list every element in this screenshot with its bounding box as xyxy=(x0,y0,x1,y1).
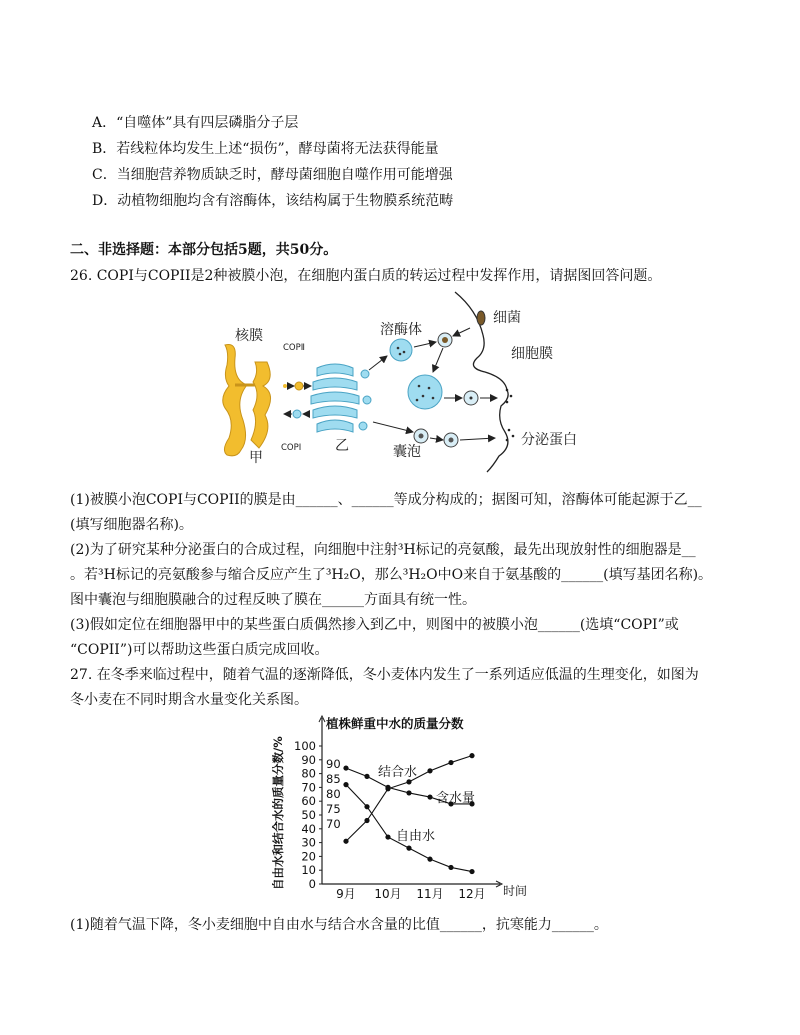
y-tick-label: 80 xyxy=(301,766,316,781)
data-point xyxy=(427,794,432,799)
data-point xyxy=(385,834,390,839)
y-inner-tick-label: 85 xyxy=(326,772,341,786)
option-b: B．若线粒体均发生上述“损伤”，酵母菌将无法获得能量 xyxy=(92,141,439,157)
data-point xyxy=(469,869,474,874)
q27-intro-line2: 冬小麦在不同时期含水量变化关系图。 xyxy=(70,692,308,708)
label-copii: COPⅡ xyxy=(283,343,305,353)
label-copi: COPⅠ xyxy=(281,443,302,453)
data-point xyxy=(343,765,348,770)
data-point xyxy=(448,865,453,870)
series-label: 结合水 xyxy=(378,765,418,780)
y-tick-label: 0 xyxy=(308,877,316,891)
chart-title: 植株鲜重中水的质量分数 xyxy=(326,716,464,731)
data-point xyxy=(406,790,411,795)
x-tick-label: 12月 xyxy=(458,887,486,901)
label-secreted-protein: 分泌蛋白 xyxy=(521,432,577,448)
x-tick-label: 10月 xyxy=(374,887,402,901)
y-inner-tick-label: 75 xyxy=(326,802,341,816)
data-point xyxy=(427,857,432,862)
section-title: 二、非选择题：本部分包括5题，共50分。 xyxy=(70,242,338,258)
y-tick-label: 20 xyxy=(301,849,316,864)
label-jia: 甲 xyxy=(249,450,263,466)
option-d: D．动植物细胞均含有溶酶体，该结构属于生物膜系统范畴 xyxy=(92,193,454,209)
data-point xyxy=(448,760,453,765)
data-point xyxy=(385,785,390,790)
y-inner-tick-label: 90 xyxy=(326,757,341,771)
series-label: 自由水 xyxy=(396,829,436,844)
option-c: C．当细胞营养物质缺乏时，酵母菌细胞自噬作用可能增强 xyxy=(92,167,453,183)
y-tick-label: 100 xyxy=(294,739,316,753)
data-point xyxy=(406,779,411,784)
y-tick-label: 50 xyxy=(301,808,316,822)
label-cell-membrane: 细胞膜 xyxy=(511,346,553,362)
data-point xyxy=(343,839,348,844)
x-tick-label: 11月 xyxy=(416,887,444,901)
data-point xyxy=(427,768,432,773)
q26-sub3-line2: “COPII”)可以帮助这些蛋白质完成回收。 xyxy=(70,642,329,658)
x-tick-label: 9月 xyxy=(336,887,356,901)
chart-ylabel: 自由水和结合水的质量分数/% xyxy=(271,736,285,890)
q26-sub1-line2: (填写细胞器名称)。 xyxy=(70,517,193,533)
y-tick-label: 40 xyxy=(301,821,316,836)
label-vesicle: 囊泡 xyxy=(393,444,421,460)
label-lysosome: 溶酶体 xyxy=(380,322,422,338)
data-point xyxy=(364,818,369,823)
y-tick-label: 90 xyxy=(301,752,316,767)
water-content-chart xyxy=(260,712,550,902)
y-tick-label: 70 xyxy=(301,780,316,795)
cell-transport-diagram xyxy=(215,290,595,475)
q26-sub3-line1: (3)假如定位在细胞器甲中的某些蛋白质偶然掺入到乙中，则图中的被膜小泡______(选填“COPI”或 xyxy=(70,617,679,633)
y-inner-tick-label: 70 xyxy=(326,817,341,831)
data-point xyxy=(406,846,411,851)
data-point xyxy=(364,774,369,779)
option-a: A．“自噬体”具有四层磷脂分子层 xyxy=(92,115,299,131)
er-structure xyxy=(223,345,271,456)
q26-sub2-line2: 。若³H标记的亮氨酸参与缩合反应产生了³H₂O，那么³H₂O中O来自于氨基酸的______(填写基团名称)。 xyxy=(70,567,713,583)
q26-sub2-line3: 图中囊泡与细胞膜融合的过程反映了膜在______方面具有统一性。 xyxy=(70,592,476,608)
golgi-structure xyxy=(311,364,371,432)
y-inner-tick-label: 80 xyxy=(326,787,341,801)
q26-intro: 26. COPI与COPII是2种被膜小泡，在细胞内蛋白质的转运过程中发挥作用，请据图回答问题。 xyxy=(70,268,662,284)
label-yi: 乙 xyxy=(335,438,349,454)
series-label: 含水量 xyxy=(436,791,476,806)
q26-sub2-line1: (2)为了研究某种分泌蛋白的合成过程，向细胞中注射³H标记的亮氨酸，最先出现放射性的细胞器是__ xyxy=(70,542,696,558)
label-bacteria: 细菌 xyxy=(493,310,521,326)
chart-xlabel: 时间 xyxy=(503,884,528,898)
q27-sub1: (1)随着气温下降，冬小麦细胞中自由水与结合水含量的比值______，抗寒能力______。 xyxy=(70,917,608,933)
y-tick-label: 10 xyxy=(301,863,316,878)
q26-sub1-line1: (1)被膜小泡COPI与COPII的膜是由______、______等成分构成的；据图可知，溶酶体可能起源于乙__ xyxy=(70,492,702,508)
data-point xyxy=(343,782,348,787)
data-point xyxy=(469,753,474,758)
y-tick-label: 30 xyxy=(301,835,316,850)
q27-intro-line1: 27. 在冬季来临过程中，随着气温的逐渐降低，冬小麦体内发生了一系列适应低温的生理变化，如图为 xyxy=(70,667,699,683)
data-point xyxy=(364,804,369,809)
label-nuclear-membrane: 核膜 xyxy=(235,328,263,344)
y-tick-label: 60 xyxy=(301,794,316,809)
